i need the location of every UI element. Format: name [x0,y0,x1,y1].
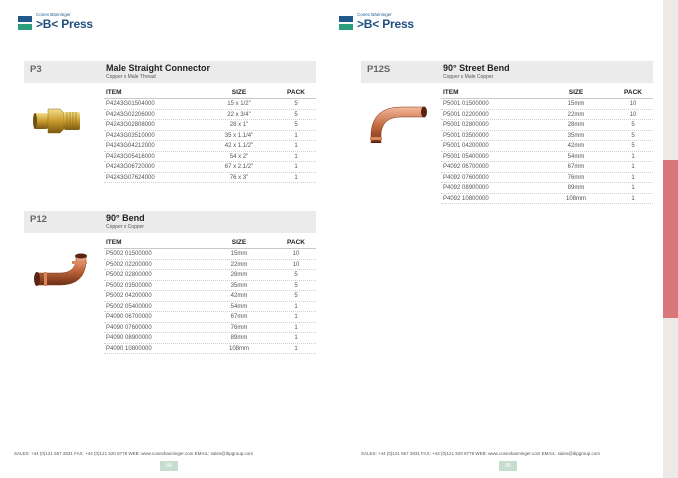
row-item: P5002 02800000 [106,272,152,278]
row-size: 54mm [567,153,585,160]
row-size: 76mm [567,174,585,181]
size-column-header: SIZE [231,89,247,96]
table-header [104,238,316,249]
table-row [441,162,653,173]
row-pack: 5 [631,132,635,139]
row-size: 15 x 1/2" [227,101,251,107]
row-item: P4243G06720000 [106,164,155,170]
table-row [104,120,316,131]
section-subtitle: Copper x Male Thread [106,74,156,80]
row-pack: 1 [294,345,298,352]
male-straight-connector-image [30,101,86,141]
p3-table [104,88,316,183]
row-pack: 5 [294,282,298,289]
row-pack: 1 [294,143,298,149]
row-item: P4243G07624000 [106,174,155,181]
row-size: 28mm [567,122,585,128]
row-item: P5001 02800000 [443,122,489,128]
row-pack: 10 [292,251,300,257]
table-row [441,131,653,142]
table-row [104,173,316,184]
table-row [104,302,316,313]
logo-mark-icon [18,16,32,30]
table-row [104,110,316,121]
row-item: P5002 04200000 [106,293,152,299]
row-size: 67 x 2.1/2" [224,164,254,170]
pack-column-header: PACK [287,89,305,96]
row-item: P5001 03500000 [443,132,489,139]
bend-90-image [30,251,90,293]
table-row [104,270,316,281]
row-item: P4243G02808000 [106,122,155,128]
pack-column-header: PACK [624,89,642,96]
section-subtitle: Copper x Copper [106,224,145,230]
row-item: P5001 05400000 [443,153,489,160]
row-item: P4243G01504000 [106,101,155,107]
table-row [441,194,653,205]
table-row [441,99,653,110]
row-pack: 5 [631,122,635,128]
brand-main: >B< Press [36,17,93,31]
row-size: 28mm [230,272,248,278]
row-size: 22mm [230,261,248,268]
item-column-header: ITEM [443,89,459,96]
section-p12s [361,61,653,221]
row-pack: 1 [294,335,298,341]
row-item: P5001 04200000 [443,143,489,149]
table-row [104,291,316,302]
item-column-header: ITEM [106,89,122,96]
street-bend-90-image [367,101,427,143]
brand-sub: Conex Bänninger [36,12,71,17]
row-item: P4092 06700000 [443,164,489,170]
row-size: 89mm [567,185,585,191]
table-row [441,120,653,131]
row-pack: 10 [629,101,637,107]
item-column-header: ITEM [106,239,122,246]
section-subtitle: Copper x Male Copper [443,74,494,80]
row-pack: 1 [631,164,635,170]
section-code: P3 [30,64,42,75]
row-pack: 5 [294,101,298,107]
table-row [104,344,316,355]
row-item: P4092 07600000 [443,174,489,181]
row-size: 54mm [230,303,248,310]
section-p12 [24,211,316,371]
table-row [104,260,316,271]
table-row [104,99,316,110]
table-row [104,333,316,344]
table-row [104,141,316,152]
row-pack: 5 [631,143,635,149]
row-item: P4243G05416000 [106,153,155,160]
row-size: 89mm [230,335,248,341]
row-size: 42mm [567,143,585,149]
page-number: 84 [160,461,178,471]
row-size: 67mm [230,314,248,320]
table-row [441,152,653,163]
logo-mark-icon [339,16,353,30]
row-item: P4243G02206000 [106,111,155,118]
row-item: P5001 01500000 [443,101,489,107]
row-item: P5002 01500000 [106,251,152,257]
table-row [104,312,316,323]
section-header [24,211,316,233]
p12s-table [441,88,653,204]
row-size: 42mm [230,293,248,299]
row-pack: 1 [631,174,635,181]
row-size: 76mm [230,324,248,331]
size-column-header: SIZE [568,89,584,96]
brand-logo [18,12,93,31]
row-item: P4090 07600000 [106,324,152,331]
row-pack: 1 [631,195,635,202]
row-size: 76 x 3" [229,174,249,181]
row-pack: 1 [294,324,298,331]
row-item: P4243G04212000 [106,143,155,149]
row-pack: 1 [294,303,298,310]
brand-main: >B< Press [357,17,414,31]
row-pack: 5 [294,111,298,118]
row-pack: 10 [629,111,637,118]
section-title: 90° Bend [106,213,145,223]
pack-column-header: PACK [287,239,305,246]
row-item: P4092 08900000 [443,185,489,191]
section-tab [663,160,678,318]
row-size: 35 x 1.1/4" [224,132,254,139]
row-size: 15mm [567,101,585,107]
page-number: 85 [499,461,517,471]
row-size: 35mm [230,282,248,289]
row-item: P5002 05400000 [106,303,152,310]
table-row [104,162,316,173]
table-header [441,88,653,99]
table-header [104,88,316,99]
row-size: 42 x 1.1/2" [224,143,254,149]
table-row [441,110,653,121]
table-row [441,173,653,184]
row-item: P4243G03510000 [106,132,155,139]
table-row [104,152,316,163]
size-column-header: SIZE [231,239,247,246]
row-pack: 1 [294,132,298,139]
row-pack: 1 [294,314,298,320]
row-size: 35mm [567,132,585,139]
row-pack: 1 [631,153,635,160]
section-header [24,61,316,83]
row-pack: 1 [294,164,298,170]
row-item: P4090 10800000 [106,345,152,352]
row-size: 22 x 3/4" [227,111,251,118]
row-size: 108mm [565,195,586,202]
row-size: 22mm [567,111,585,118]
row-pack: 1 [631,185,635,191]
row-pack: 5 [294,122,298,128]
row-item: P4090 08900000 [106,335,152,341]
footer-contact: SALES: +44 (0)121 557 2831 FAX: +44 (0)121 520 8778 WEB: www.conexbanninger.com EMAIL: sales@ibpgroup.com [361,451,600,456]
row-pack: 5 [294,272,298,278]
table-row [104,131,316,142]
row-item: P4090 06700000 [106,314,152,320]
table-row [441,183,653,194]
footer-contact: SALES: +44 (0)121 557 2831 FAX: +44 (0)121 520 8778 WEB: www.conexbanninger.com EMAIL: sales@ibpgroup.com [14,451,253,456]
right-page [339,0,663,478]
section-p3 [24,61,316,201]
section-title: Male Straight Connector [106,63,211,73]
section-code: P12S [367,64,391,75]
section-code: P12 [30,214,47,225]
section-title: 90° Street Bend [443,63,510,73]
row-pack: 1 [294,153,298,160]
row-item: P5002 02200000 [106,261,152,268]
row-pack: 10 [292,261,300,268]
row-size: 54 x 2" [229,153,249,160]
row-item: P5001 02200000 [443,111,489,118]
row-pack: 5 [294,293,298,299]
row-size: 28 x 1" [229,122,249,128]
section-header [361,61,653,83]
row-pack: 1 [294,174,298,181]
table-row [104,281,316,292]
table-row [441,141,653,152]
row-size: 15mm [230,251,248,257]
row-size: 67mm [567,164,585,170]
p12-table [104,238,316,354]
brand-sub: Conex Bänninger [357,12,392,17]
table-row [104,249,316,260]
brand-logo [339,12,414,31]
row-item: P5002 03500000 [106,282,152,289]
row-size: 108mm [228,345,249,352]
table-row [104,323,316,334]
row-item: P4092 10800000 [443,195,489,202]
